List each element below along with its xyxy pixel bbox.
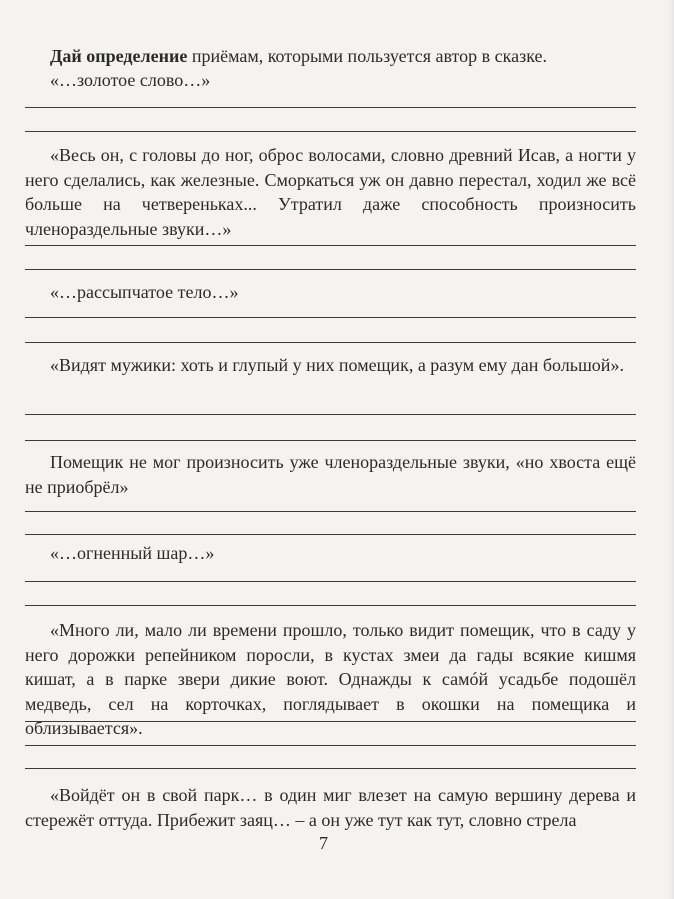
page-number: 7 — [319, 833, 328, 853]
answer-line[interactable] — [25, 605, 636, 606]
answer-line[interactable] — [25, 745, 636, 746]
quote-4: «Видят мужики: хоть и глупый у них помещик, а разум ему дан большой». — [50, 355, 624, 375]
answer-line[interactable] — [25, 342, 636, 343]
quote-3: «…рассыпчатое тело…» — [50, 282, 239, 302]
quote-2: «Весь он, с головы до ног, оброс волосами, словно древний Исав, а ногти у него сделались, как железные. Сморкаться уж он давно перестал, ходил же всё больше на четвереньках... Утратил даже способность произносить членораздельные звуки…» — [25, 145, 636, 239]
task-text: приёмам, которыми пользуется автор в сказке. — [187, 46, 547, 66]
page-edge-shadow — [668, 0, 674, 899]
task-bold-label: Дай определение — [50, 46, 188, 66]
answer-line[interactable] — [25, 534, 636, 535]
answer-line[interactable] — [25, 721, 636, 722]
quote-6: «…огненный шар…» — [50, 543, 215, 563]
answer-line[interactable] — [25, 511, 636, 512]
quote-8: «Войдёт он в свой парк… в один миг влезет на самую вершину дерева и стережёт оттуда. Прибежит заяц… – а он уже тут как тут, словно стрела — [25, 785, 636, 830]
answer-line[interactable] — [25, 269, 636, 270]
answer-line[interactable] — [25, 440, 636, 441]
answer-line[interactable] — [25, 581, 636, 582]
answer-line[interactable] — [25, 414, 636, 415]
quote-7: «Много ли, мало ли времени прошло, только видит помещик, что в саду у него дорожки репейником поросли, в кустах змеи да гады всякие кишмя кишат, а в парке звери дикие воют. Однажды к самóй усадьбе подошёл медведь, сел на корточках, поглядывает в окошки на помещика и облизывается». — [25, 620, 636, 738]
quote-5: Помещик не мог произносить уже членораздельные звуки, «но хвоста ещё не приобрёл» — [25, 452, 636, 497]
answer-line[interactable] — [25, 317, 636, 318]
answer-line[interactable] — [25, 107, 636, 108]
answer-line[interactable] — [25, 245, 636, 246]
quote-1: «…золотое слово…» — [50, 70, 211, 90]
answer-line[interactable] — [25, 768, 636, 769]
task-instruction — [50, 44, 636, 69]
answer-line[interactable] — [25, 131, 636, 132]
